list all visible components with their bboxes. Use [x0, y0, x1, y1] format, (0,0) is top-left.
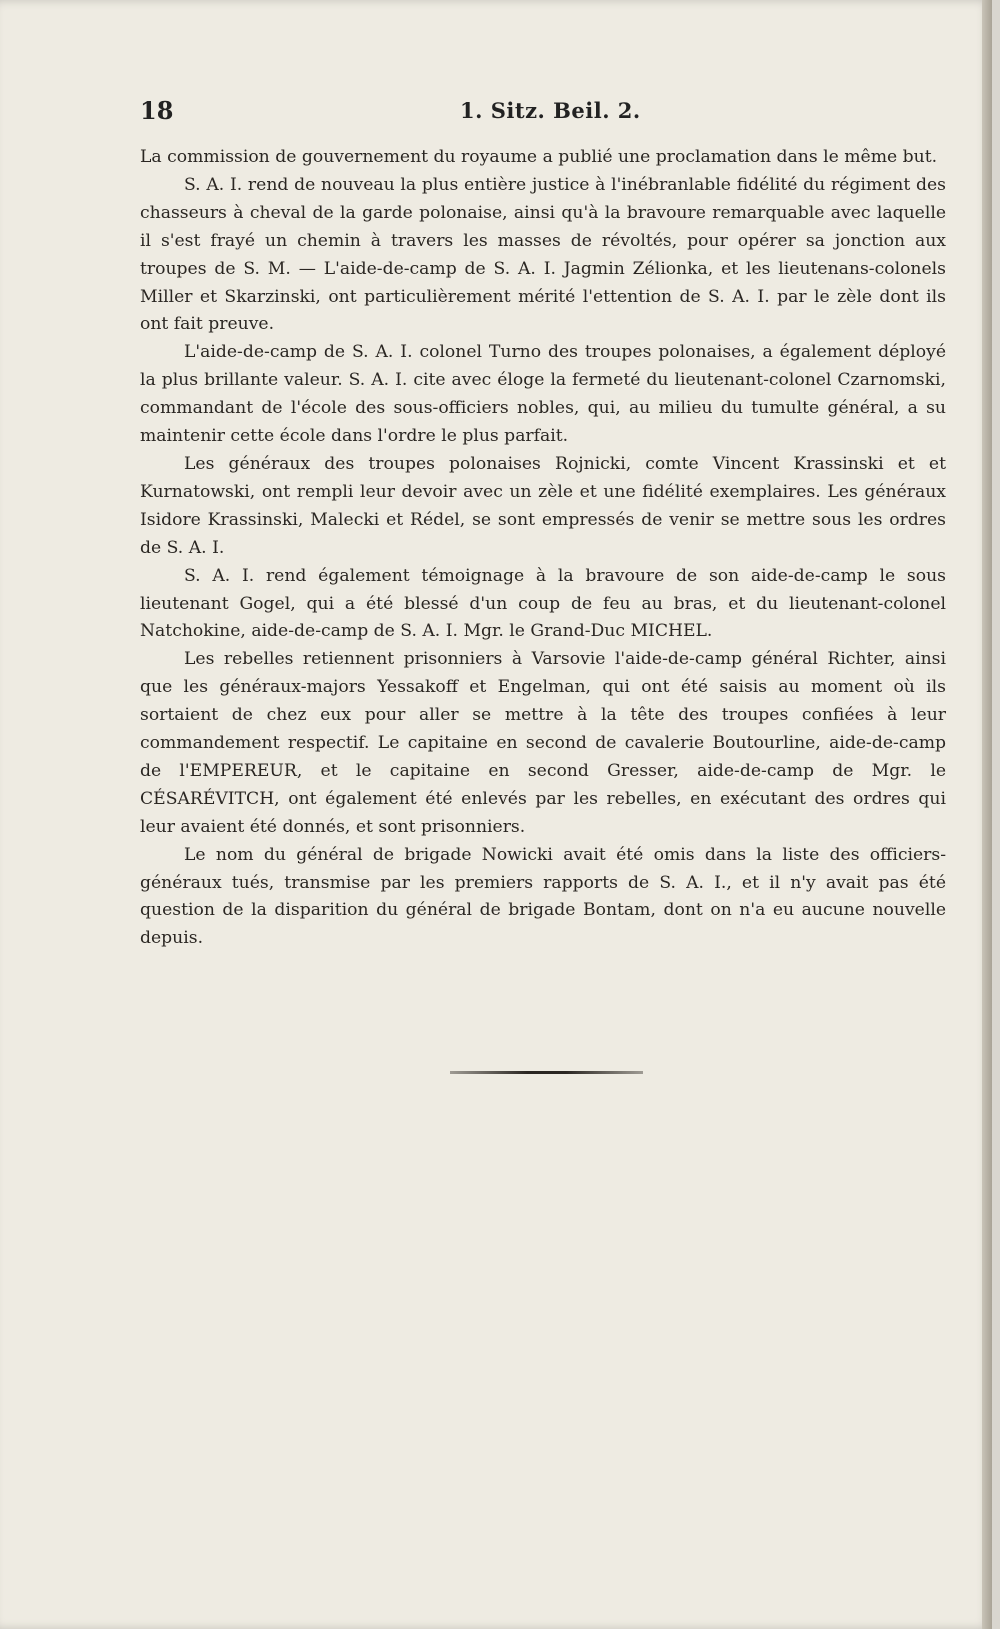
running-head: 1. Sitz. Beil. 2. [460, 98, 641, 123]
paragraph: S. A. I. rend de nouveau la plus entière justice à l'inébranlable fidélité du régiment des chasseurs à cheval de la garde polonaise, ainsi qu'à la bravoure remarquable avec laquelle il s'est frayé un chemin à travers les masses de révoltés, pour opérer sa jonction aux troupes de S. M. — L'aide-de-camp de S. A. I. Jagmin Zélionka, et les lieutenans-colonels Miller et Skarzinski, ont particulièrement mérité l'ettention de S. A. I. par le zèle dont ils ont fait preuve. [140, 174, 946, 335]
page-header [140, 96, 940, 130]
paragraph: La commission de gouvernement du royaume a publié une proclamation dans le même but. [140, 147, 938, 167]
paragraph: S. A. I. rend également témoignage à la bravoure de son aide-de-camp le sous lieutenant Gogel, qui a été blessé d'un coup de feu au bras, et du lieutenant-colonel Natchokine, aide-de-camp de S. A. I. Mgr. le Grand-Duc MICHEL. [140, 565, 946, 642]
paragraph: L'aide-de-camp de S. A. I. colonel Turno des troupes polonaises, a également déployé la plus brillante valeur. S. A. I. cite avec éloge la fermeté du lieutenant-colonel Czarnomski, commandant de l'école des sous-officiers nobles, qui, au milieu du tumulte général, a su maintenir cette école dans l'ordre le plus parfait. [140, 342, 946, 447]
paragraph: Les rebelles retiennent prisonniers à Varsovie l'aide-de-camp général Richter, ainsi que les généraux-majors Yessakoff et Engelman, qui ont été saisis au moment où ils sortaient de chez eux pour aller se mettre à la tête des troupes confiées à leur commandement respectif. Le capitaine en second de cavalerie Boutourline, aide-de-camp de l'EMPEREUR, et le capitaine en second Gresser, aide-de-camp de Mgr. le CÉSARÉVITCH, ont également été enlevés par les rebelles, en exécutant des ordres qui leur avaient été donnés, et sont prisonniers. [140, 649, 946, 837]
section-divider-rule [450, 1071, 643, 1074]
paragraph: Les généraux des troupes polonaises Rojnicki, comte Vincent Krassinski et et Kurnatowski, ont rempli leur devoir avec un zèle et une fidélité exemplaires. Les généraux Isidore Krassinski, Malecki et Rédel, se sont empressés de venir se mettre sous les ordres de S. A. I. [140, 453, 946, 558]
page-edge [982, 0, 992, 1629]
page-number: 18 [140, 96, 174, 125]
paragraph: Le nom du général de brigade Nowicki avait été omis dans la liste des officiers-généraux tués, transmise par les premiers rapports de S. A. I., et il n'y avait pas été question de la disparition du général de brigade Bontam, dont on n'a eu aucune nouvelle depuis. [140, 844, 946, 949]
body-text [140, 144, 946, 953]
